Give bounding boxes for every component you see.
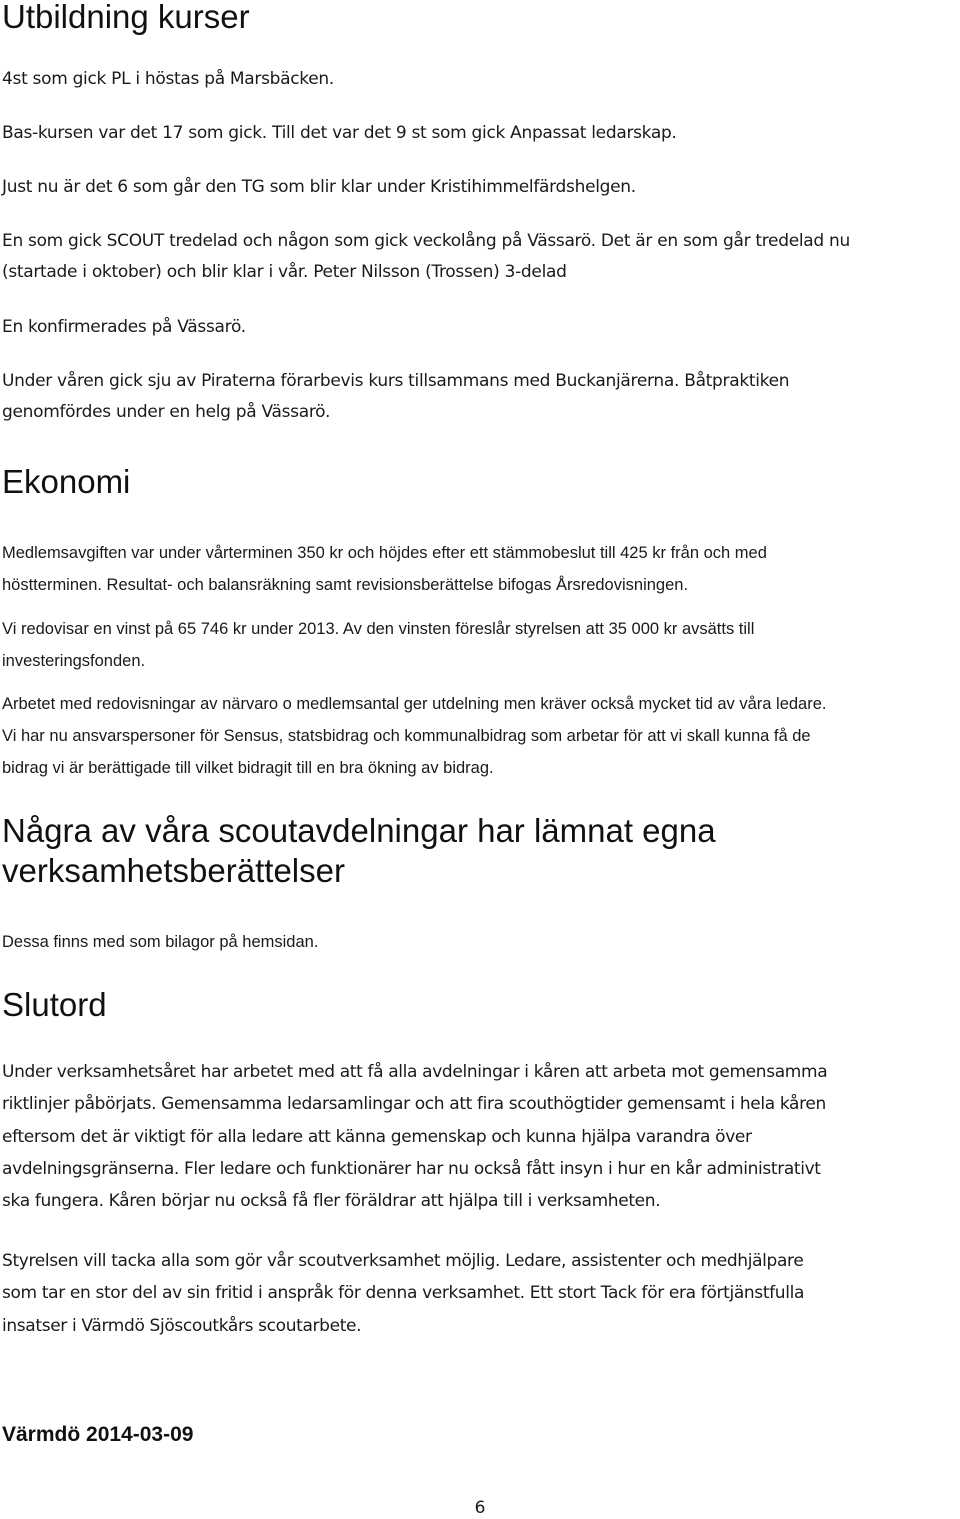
paragraph-scoutavdelningar-1: Dessa finns med som bilagor på hemsidan.	[2, 933, 319, 951]
paragraph-utbildning-2: Bas-kursen var det 17 som gick. Till det var det 9 st som gick Anpassat ledarskap.	[2, 123, 677, 143]
paragraph-ekonomi-4: Vi har nu ansvarspersoner för Sensus, statsbidrag och kommunalbidrag som arbetar för att vi skall kunna få de bidrag vi är berättigade till vilket bidragit till en bra ökning av bidrag.	[2, 727, 811, 777]
paragraph-ekonomi-1: Medlemsavgiften var under vårterminen 350 kr och höjdes efter ett stämmobeslut till 425 kr från och med höstterminen. Resultat- och balansräkning samt revisionsberättelse bifogas Årsredovisningen.	[2, 544, 767, 594]
paragraph-utbildning-6: Under våren gick sju av Piraterna förarbevis kurs tillsammans med Buckanjärerna. Båtpraktiken genomfördes under en helg på Vässarö.	[2, 371, 790, 422]
paragraph-slutord-1: Under verksamhetsåret har arbetet med att få alla avdelningar i kåren att arbeta mot gemensamma riktlinjer påbörjats. Gemensamma ledarsamlingar och att fira scouthögtider gemensamt i hela kåren eftersom det är viktigt för alla ledare att känna gemenskap och kunna hjälpa varandra över avdelningsgränserna. Fler ledare och funktionärer har nu också fått insyn i hur en kår administrativt ska fungera. Kåren börjar nu också få fler föräldrar att hjälpa till i verksamheten.	[2, 1062, 828, 1212]
paragraph-slutord-2: Styrelsen vill tacka alla som gör vår scoutverksamhet möjlig. Ledare, assistenter och medhjälpare som tar en stor del av sin fritid i anspråk för denna verksamhet. Ett stort Tack för era förtjänstfulla insatser i Värmdö Sjöscoutkårs scoutarbete.	[2, 1251, 805, 1336]
page-number: 6	[474, 1498, 486, 1518]
paragraph-utbildning-4: En som gick SCOUT tredelad och någon som gick veckolång på Vässarö. Det är en som går tredelad nu (startade i oktober) och blir klar i vår. Peter Nilsson (Trossen) 3-delad	[2, 231, 850, 282]
signature-place-date: Värmdö 2014-03-09	[2, 1423, 194, 1446]
paragraph-ekonomi-3: Arbetet med redovisningar av närvaro o medlemsantal ger utdelning men kräver också mycket tid av våra ledare.	[2, 695, 827, 713]
heading-scoutavdelningar: Några av våra scoutavdelningar har lämnat egna verksamhetsberättelser	[2, 812, 716, 889]
heading-utbildning-kurser: Utbildning kurser	[2, 0, 250, 35]
heading-slutord: Slutord	[2, 986, 107, 1023]
heading-ekonomi: Ekonomi	[2, 463, 131, 500]
paragraph-utbildning-3: Just nu är det 6 som går den TG som blir klar under Kristihimmelfärdshelgen.	[2, 177, 636, 197]
paragraph-utbildning-5: En konfirmerades på Vässarö.	[2, 317, 246, 337]
paragraph-utbildning-1: 4st som gick PL i höstas på Marsbäcken.	[2, 69, 334, 89]
paragraph-ekonomi-2: Vi redovisar en vinst på 65 746 kr under 2013. Av den vinsten föreslår styrelsen att 35 000 kr avsätts till investeringsfonden.	[2, 620, 755, 670]
